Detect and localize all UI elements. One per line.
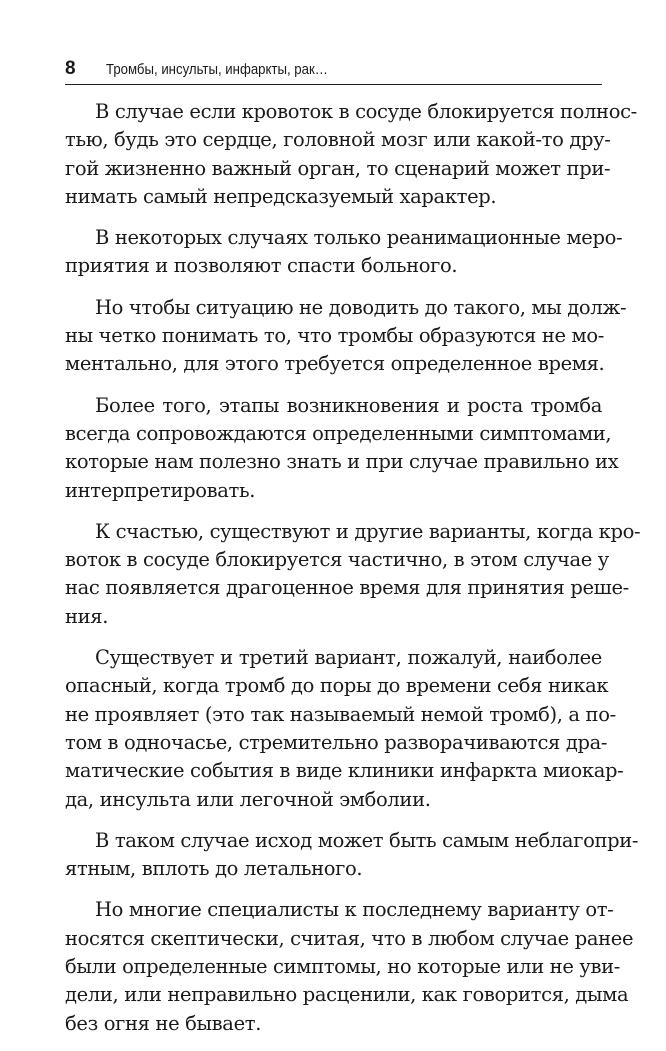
- text-line: не проявляет (это так называемый немой тромб), а по-: [65, 702, 616, 726]
- text-line: нимать самый непредсказуемый характер.: [65, 184, 497, 208]
- paragraph: [65, 294, 627, 379]
- text-line: да, инсульта или легочной эмболии.: [65, 787, 431, 811]
- text-line: были определенные симптомы, но которые или не уви-: [65, 955, 621, 979]
- text-line: Но чтобы ситуацию не доводить до такого, мы долж-: [95, 295, 627, 319]
- text-line: ментально, для этого требуется определенное время.: [65, 352, 605, 376]
- text-line: без огня не бывает.: [65, 1011, 262, 1035]
- text-line: В таком случае исход может быть самым неблагопри-: [95, 828, 639, 852]
- running-title: Тромбы, инсульты, инфаркты, рак…: [105, 61, 328, 78]
- text-line: дели, или неправильно расценили, как говорится, дыма: [65, 983, 629, 1007]
- text-line: носятся скептически, считая, что в любом случае ранее: [65, 926, 634, 950]
- running-head: [65, 55, 602, 85]
- body-text: [65, 98, 641, 1051]
- paragraph: [65, 224, 623, 281]
- page-number: 8: [65, 58, 76, 79]
- text-line: которые нам полезно знать и при случае правильно их: [65, 450, 619, 474]
- text-line: тью, будь это сердце, головной мозг или какой-то дру-: [65, 128, 611, 152]
- text-line: В некоторых случаях только реанимационные меро-: [95, 226, 623, 250]
- text-line: В случае если кровоток в сосуде блокируется полнос-: [95, 100, 637, 123]
- text-line: ны четко понимать то, что тромбы образуются не мо-: [65, 324, 604, 348]
- text-line: матические события в виде клиники инфаркта миокар-: [65, 759, 624, 783]
- text-line: гой жизненно важный орган, то сценарий может при-: [65, 156, 611, 180]
- text-line: том в одночасье, стремительно разворачиваются дра-: [65, 730, 608, 754]
- text-line: приятия и позволяют спасти больного.: [65, 254, 458, 278]
- paragraph: [65, 392, 619, 505]
- text-line: К счастью, существуют и другие варианты, когда кро-: [95, 519, 641, 543]
- text-line: Более того, этапы возникновения и роста тромба: [95, 393, 602, 417]
- text-line: Существует и третий вариант, пожалуй, наиболее: [95, 646, 602, 670]
- text-line: воток в сосуде блокируется частично, в этом случае у: [65, 548, 609, 572]
- text-line: ятным, вплоть до летального.: [65, 857, 363, 881]
- paragraph: [65, 518, 641, 631]
- text-line: интерпретировать.: [65, 478, 256, 502]
- paragraph: [65, 98, 637, 211]
- text-line: Но многие специалисты к последнему варианту от-: [95, 898, 614, 922]
- text-line: нас появляется драгоценное время для принятия реше-: [65, 576, 629, 600]
- text-line: ния.: [65, 604, 109, 628]
- paragraph: [65, 644, 624, 814]
- paragraph: [65, 896, 634, 1037]
- text-line: опасный, когда тромб до поры до времени себя никак: [65, 674, 609, 698]
- paragraph: [65, 827, 639, 884]
- text-line: всегда сопровождаются определенными симптомами,: [65, 421, 612, 445]
